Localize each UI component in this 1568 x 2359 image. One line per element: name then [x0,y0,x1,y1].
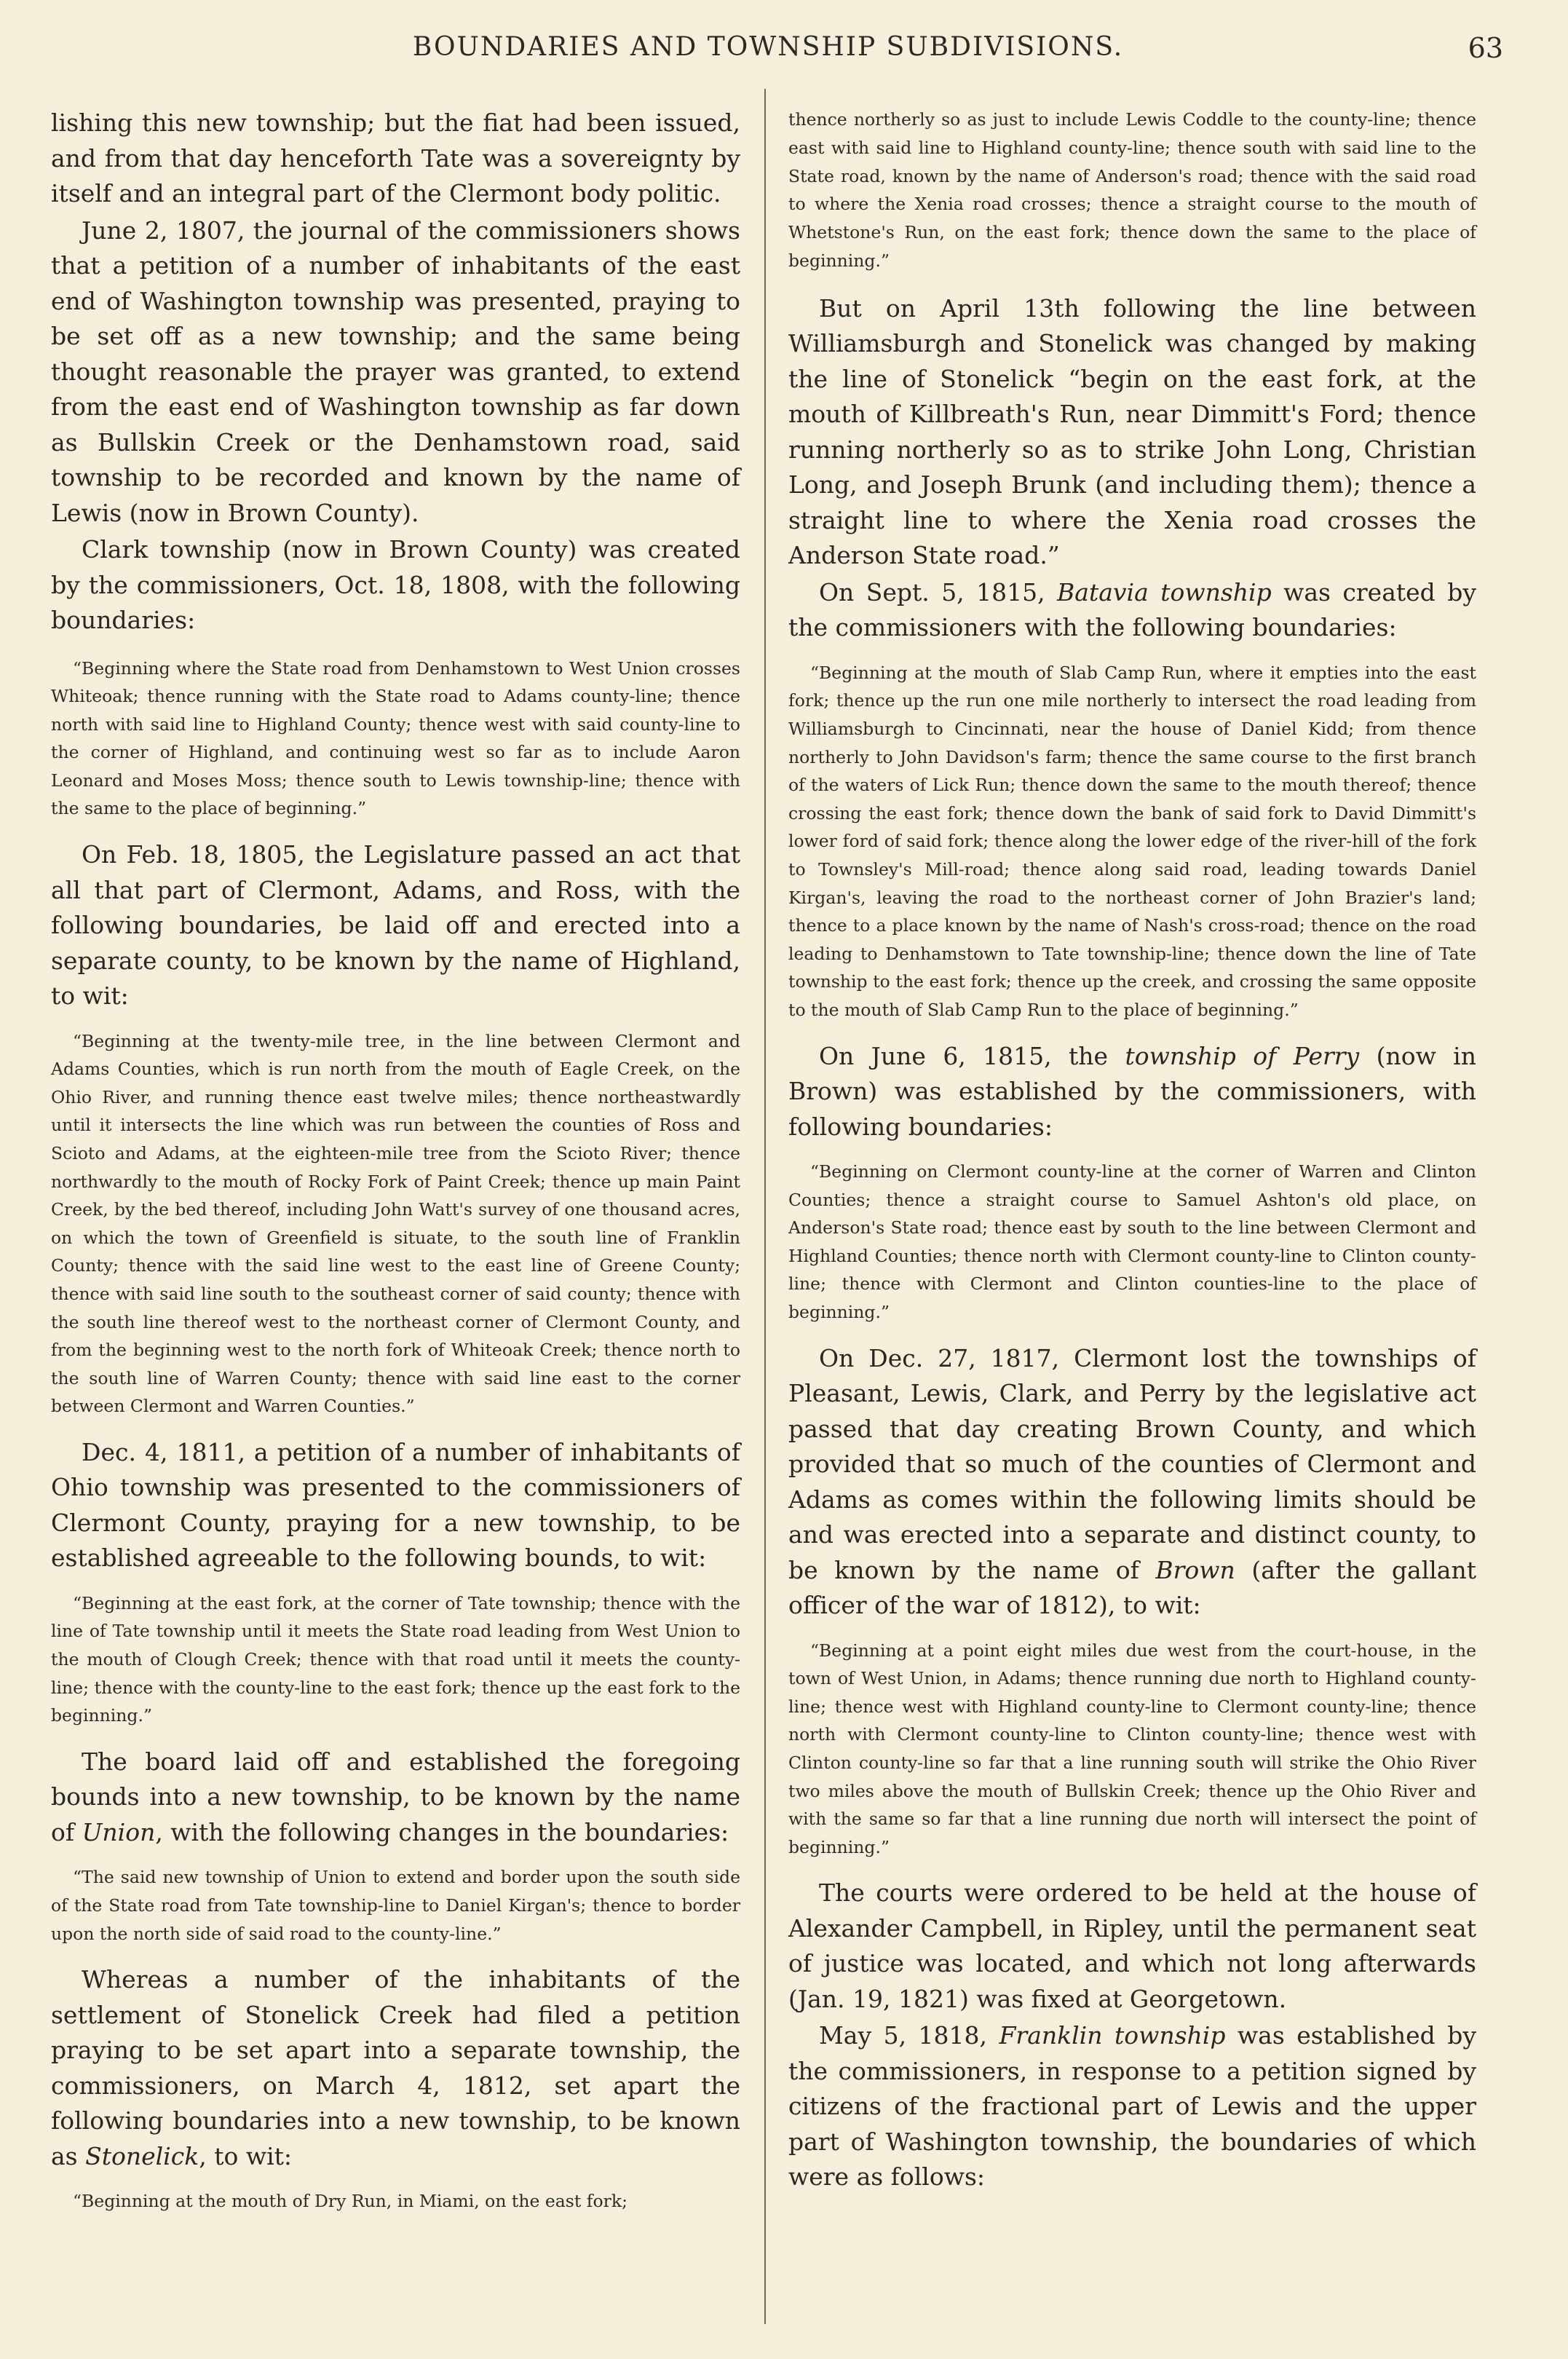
paragraph-text: , to wit: [199,2141,292,2170]
italic-name: Stonelick [85,2141,199,2170]
paragraph: But on April 13th following the line between Williamsburgh and Stonelick was changed by making the line of Stonelick “begin on the east fork, at the mouth of Killbreath's Run, near Dimmitt's Ford; thence running northerly so as to strike John Long, Christian Long, and Joseph Brunk (and including them); thence a straight line to where the Xenia road crosses the Anderson State road.” [788,293,1476,570]
italic-name: Brown [1155,1555,1235,1584]
paragraph-text: On Dec. 27, 1817, Clermont lost the townships of Pleasant, Lewis, Clark, and Perry by the legislative act passed that day creating Brown County, and which provided that so much of the counties of Clermont and Adams as comes within the following limits should be and was erected into a separate and distinct county, to be known by the name of [788,1343,1476,1584]
paragraph-text: On Sept. 5, 1815, [819,577,1058,606]
paragraph-text: (after the gallant officer of the war of 1812), to wit: [788,1555,1477,1620]
paragraph: Clark township (now in Brown County) was created by the commissioners, Oct. 18, 1808, with the following boundaries: [51,535,740,634]
paragraph: The courts were ordered to be held at the house of Alexander Campbell, in Ripley, until the permanent seat of justice was located, and which not long afterwards (Jan. 19, 1821) was fixed at Georgetown. [788,1878,1476,2013]
paragraph-text: May 5, 1818, [819,2021,999,2050]
paragraph [788,1039,1476,1145]
paragraph: June 2, 1807, the journal of the commissioners shows that a petition of a number of inhabitants of the east end of Washington township was presented, praying to be set off as a new township; and the same being thought reasonable the prayer was granted, to extend from the east end of Washington township as far down as Bullskin Creek or the Denhamstown road, said township to be recorded and known by the name of Lewis (now in Brown County). [51,216,740,527]
block-quote: “Beginning at the east fork, at the corner of Tate township; thence with the line of Tate township until it meets the State road leading from West Union to the mouth of Clough Creek; thence with that road until it meets the county-line; thence with the county-line to the east fork; thence up the east fork to the beginning.” [51,1592,740,1726]
italic-name: Franklin township [999,2021,1226,2050]
paragraph [788,2018,1476,2195]
block-quote: “The said new township of Union to extend and border upon the south side of the State road from Tate township-line to Daniel Kirgan's; thence to border upon the north side of said road to the county-line.” [51,1867,740,1944]
paragraph [51,1744,740,1851]
paragraph [788,575,1476,646]
paragraph: Dec. 4, 1811, a petition of a number of inhabitants of Ohio township was presented to the commissioners of Clermont County, praying for a new township, to be established agreeable to the following bounds, to wit: [51,1437,740,1573]
block-quote: “Beginning at a point eight miles due west from the court-house, in the town of West Union, in Adams; thence running due north to Highland county-line; thence west with Highland county-line to Clermont county-line; thence north with Clermont county-line to Clinton county-line; thence west with Clinton county-line so far that a line running south will strike the Ohio River two miles above the mouth of Bullskin Creek; thence up the Ohio River and with the same so far that a line running due north will intersect the point of beginning.” [788,1640,1476,1857]
paragraph-text: , with the following changes in the boundaries: [155,1817,729,1846]
column-divider [764,89,766,2324]
left-column [51,106,740,2216]
block-quote: “Beginning at the mouth of Dry Run, in Miami, on the east fork; [73,2191,628,2212]
paragraph [51,1962,740,2174]
paragraph: On Feb. 18, 1805, the Legislature passed an act that all that part of Clermont, Adams, and Ross, with the following boundaries, be laid off and erected into a separate county, to be known by the name of Highland, to wit: [51,840,740,1011]
italic-name: Batavia township [1057,577,1272,606]
italic-name: Union [82,1817,156,1846]
block-quote: “Beginning at the mouth of Slab Camp Run, where it empties into the east fork; thence up the run one mile northerly to intersect the road leading from Williamsburgh to Cincinnati, near the house of Daniel Kidd; from thence northerly to John Davidson's farm; thence the same course to the first branch of the waters of Lick Run; thence down the same to the mouth thereof; thence crossing the east fork; thence down the bank of said fork to David Dimmitt's lower ford of said fork; thence along the lower edge of the river-hill of the fork to Townsley's Mill-road; thence along said road, leading towards Daniel Kirgan's, leaving the road to the northeast corner of John Brazier's land; thence to a place known by the name of Nash's cross-road; thence on the road leading to Denhamstown to Tate township-line; thence down the line of Tate township to the east fork; thence up the creek, and crossing the same opposite to the mouth of Slab Camp Run to the place of beginning.” [788,662,1476,1020]
paragraph-text: was established by the commissioners, in response to a petition signed by citizens of the fractional part of Lewis and the upper part of Washington township, the boundaries of which were as follows: [788,2021,1476,2192]
paragraph-text: On June 6, 1815, the [819,1041,1125,1070]
block-quote: “Beginning at the twenty-mile tree, in the line between Clermont and Adams Counties, which is run north from the mouth of Eagle Creek, on the Ohio River, and running thence east twelve miles; thence northeastwardly until it intersects the line which was run between the counties of Ross and Scioto and Adams, at the eighteen-mile tree from the Scioto River; thence northwardly to the mouth of Rocky Fork of Paint Creek; thence up main Paint Creek, by the bed thereof, including John Watt's survey of one thousand acres, on which the town of Greenfield is situate, to the south line of Franklin County; thence with the said line west to the east line of Greene County; thence with said line south to the southeast corner of said county; thence with the south line thereof west to the northeast corner of Clermont County, and from the beginning west to the north fork of Whiteoak Creek; thence north to the south line of Warren County; thence with said line east to the corner between Clermont and Warren Counties.” [51,1030,740,1417]
paragraph-text: was created by the commissioners with the following boundaries: [788,577,1477,642]
block-quote: “Beginning on Clermont county-line at the corner of Warren and Clinton Counties; thence a straight course to Samuel Ashton's old place, on Anderson's State road; thence east by south to the line between Clermont and Highland Counties; thence north with Clermont county-line to Clinton county-line; thence with Clermont and Clinton counties-line to the place of beginning.” [788,1161,1476,1322]
block-quote: “Beginning where the State road from Denhamstown to West Union crosses Whiteoak; thence running with the State road to Adams county-line; thence north with said line to Highland County; thence west with said county-line to the corner of Highland, and continuing west so far as to include Aaron Leonard and Moses Moss; thence south to Lewis township-line; thence with the same to the place of beginning.” [51,657,740,819]
paragraph-text: Whereas a number of the inhabitants of the settlement of Stonelick Creek had filed a petition praying to be set apart into a separate township, the commissioners, on March 4, 1812, set apart the following boundaries into a new township, to be known as [51,1965,740,2170]
paragraph-text: (now in Brown) was established by the commissioners, with following boundaries: [788,1041,1476,1141]
italic-name: township of Perry [1125,1041,1360,1070]
page-number: 63 [1468,32,1503,64]
paragraph: lishing this new township; but the fiat had been issued, and from that day henceforth Tate was a sovereignty by itself and an integral part of the Clermont body politic. [51,108,740,208]
right-column [788,106,1476,2195]
paragraph [788,1341,1476,1624]
block-quote-continued: thence northerly so as just to include Lewis Coddle to the county-line; thence east with said line to Highland county-line; thence south with said line to the State road, known by the name of Anderson's road; thence with the said road to where the Xenia road crosses; thence a straight course to the mouth of Whetstone's Run, on the east fork; thence down the same to the place of beginning.” [788,109,1476,271]
paragraph-text: The board laid off and established the foregoing bounds into a new township, to be known by the name of [51,1747,740,1846]
running-title: BOUNDARIES AND TOWNSHIP SUBDIVISIONS. [412,32,1124,62]
